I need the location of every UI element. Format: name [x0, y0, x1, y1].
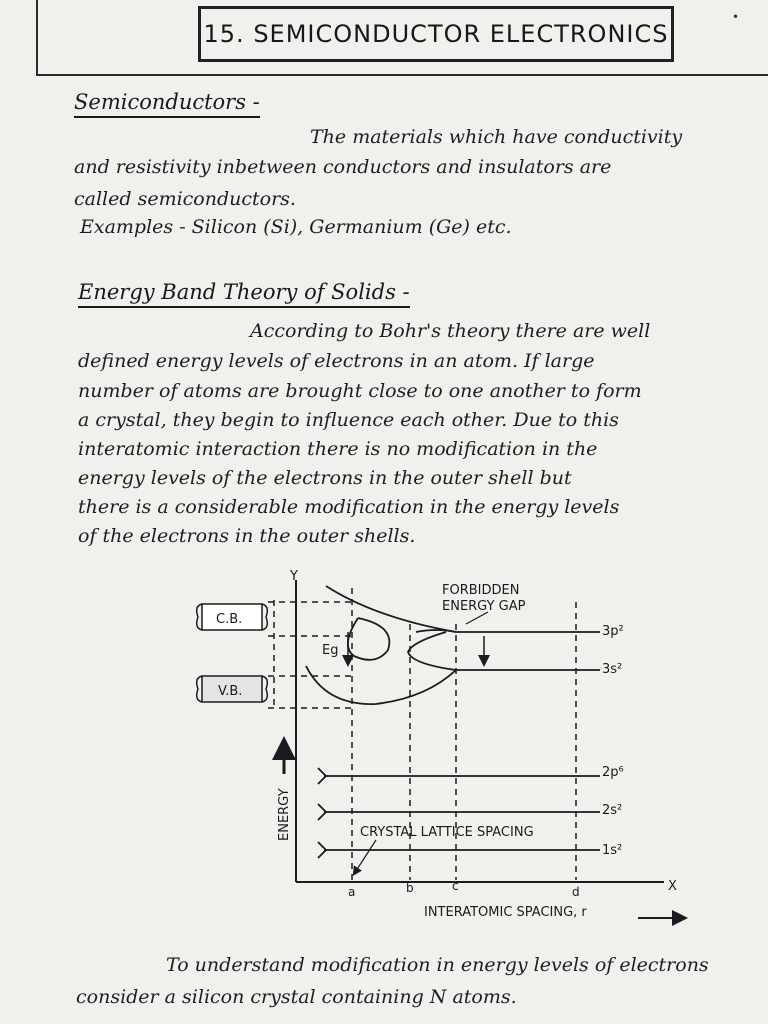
level-2s-label: 2s²: [602, 803, 623, 818]
level-3s-label: 3s²: [602, 662, 623, 677]
header-rule: [36, 74, 768, 76]
section-heading-energy-band: Energy Band Theory of Solids -: [78, 280, 410, 308]
level-2p-label: 2p⁶: [602, 765, 624, 780]
text-line: a crystal, they begin to influence each other. Due to this: [78, 409, 619, 431]
level-lines: [324, 632, 600, 850]
band-edges: [268, 602, 352, 708]
text-line: defined energy levels of electrons in an atom. If large: [78, 350, 595, 372]
text-line: The materials which have conductivity: [310, 126, 683, 148]
section-heading-semiconductors: Semiconductors -: [74, 90, 260, 118]
level-3p-label: 3p²: [602, 624, 624, 639]
text-line: energy levels of the electrons in the outer shell but: [78, 467, 572, 489]
text-line: and resistivity inbetween conductors and insulators are: [74, 156, 612, 178]
text-line: called semiconductors.: [74, 188, 296, 210]
energy-label: ENERGY: [277, 788, 292, 841]
footer-line: consider a silicon crystal containing N atoms.: [76, 986, 517, 1008]
text-line: there is a considerable modification in the energy levels: [78, 496, 620, 518]
tick-d: d: [572, 885, 580, 899]
margin-line: [36, 0, 38, 76]
level-1s-label: 1s²: [602, 843, 623, 858]
text-line: interatomic interaction there is no modification in the: [78, 438, 598, 460]
tick-b: b: [406, 881, 414, 895]
text-line: of the electrons in the outer shells.: [78, 525, 416, 547]
gap-label-line1: FORBIDDEN: [442, 583, 520, 598]
text-line: Examples - Silicon (Si), Germanium (Ge) etc.: [80, 216, 512, 238]
eg-label: Eg: [322, 643, 339, 658]
footer-line: To understand modification in energy levels of electrons: [166, 954, 709, 976]
energy-band-diagram: [176, 566, 696, 936]
x-axis-label: X: [668, 879, 677, 894]
gap-label-line2: ENERGY GAP: [442, 599, 526, 614]
page-title: 15. SEMICONDUCTOR ELECTRONICS: [198, 6, 674, 62]
tick-c: c: [452, 879, 459, 893]
text-line: According to Bohr's theory there are well: [250, 320, 651, 342]
vb-label: V.B.: [218, 684, 243, 699]
corner-mark: •: [732, 10, 740, 24]
lattice-label: CRYSTAL LATTICE SPACING: [360, 825, 534, 840]
tick-a: a: [348, 885, 356, 899]
y-axis-label: Y: [290, 569, 298, 584]
spacing-label: INTERATOMIC SPACING, r: [424, 905, 587, 920]
text-line: number of atoms are brought close to one another to form: [78, 380, 642, 402]
cb-label: C.B.: [216, 612, 243, 627]
